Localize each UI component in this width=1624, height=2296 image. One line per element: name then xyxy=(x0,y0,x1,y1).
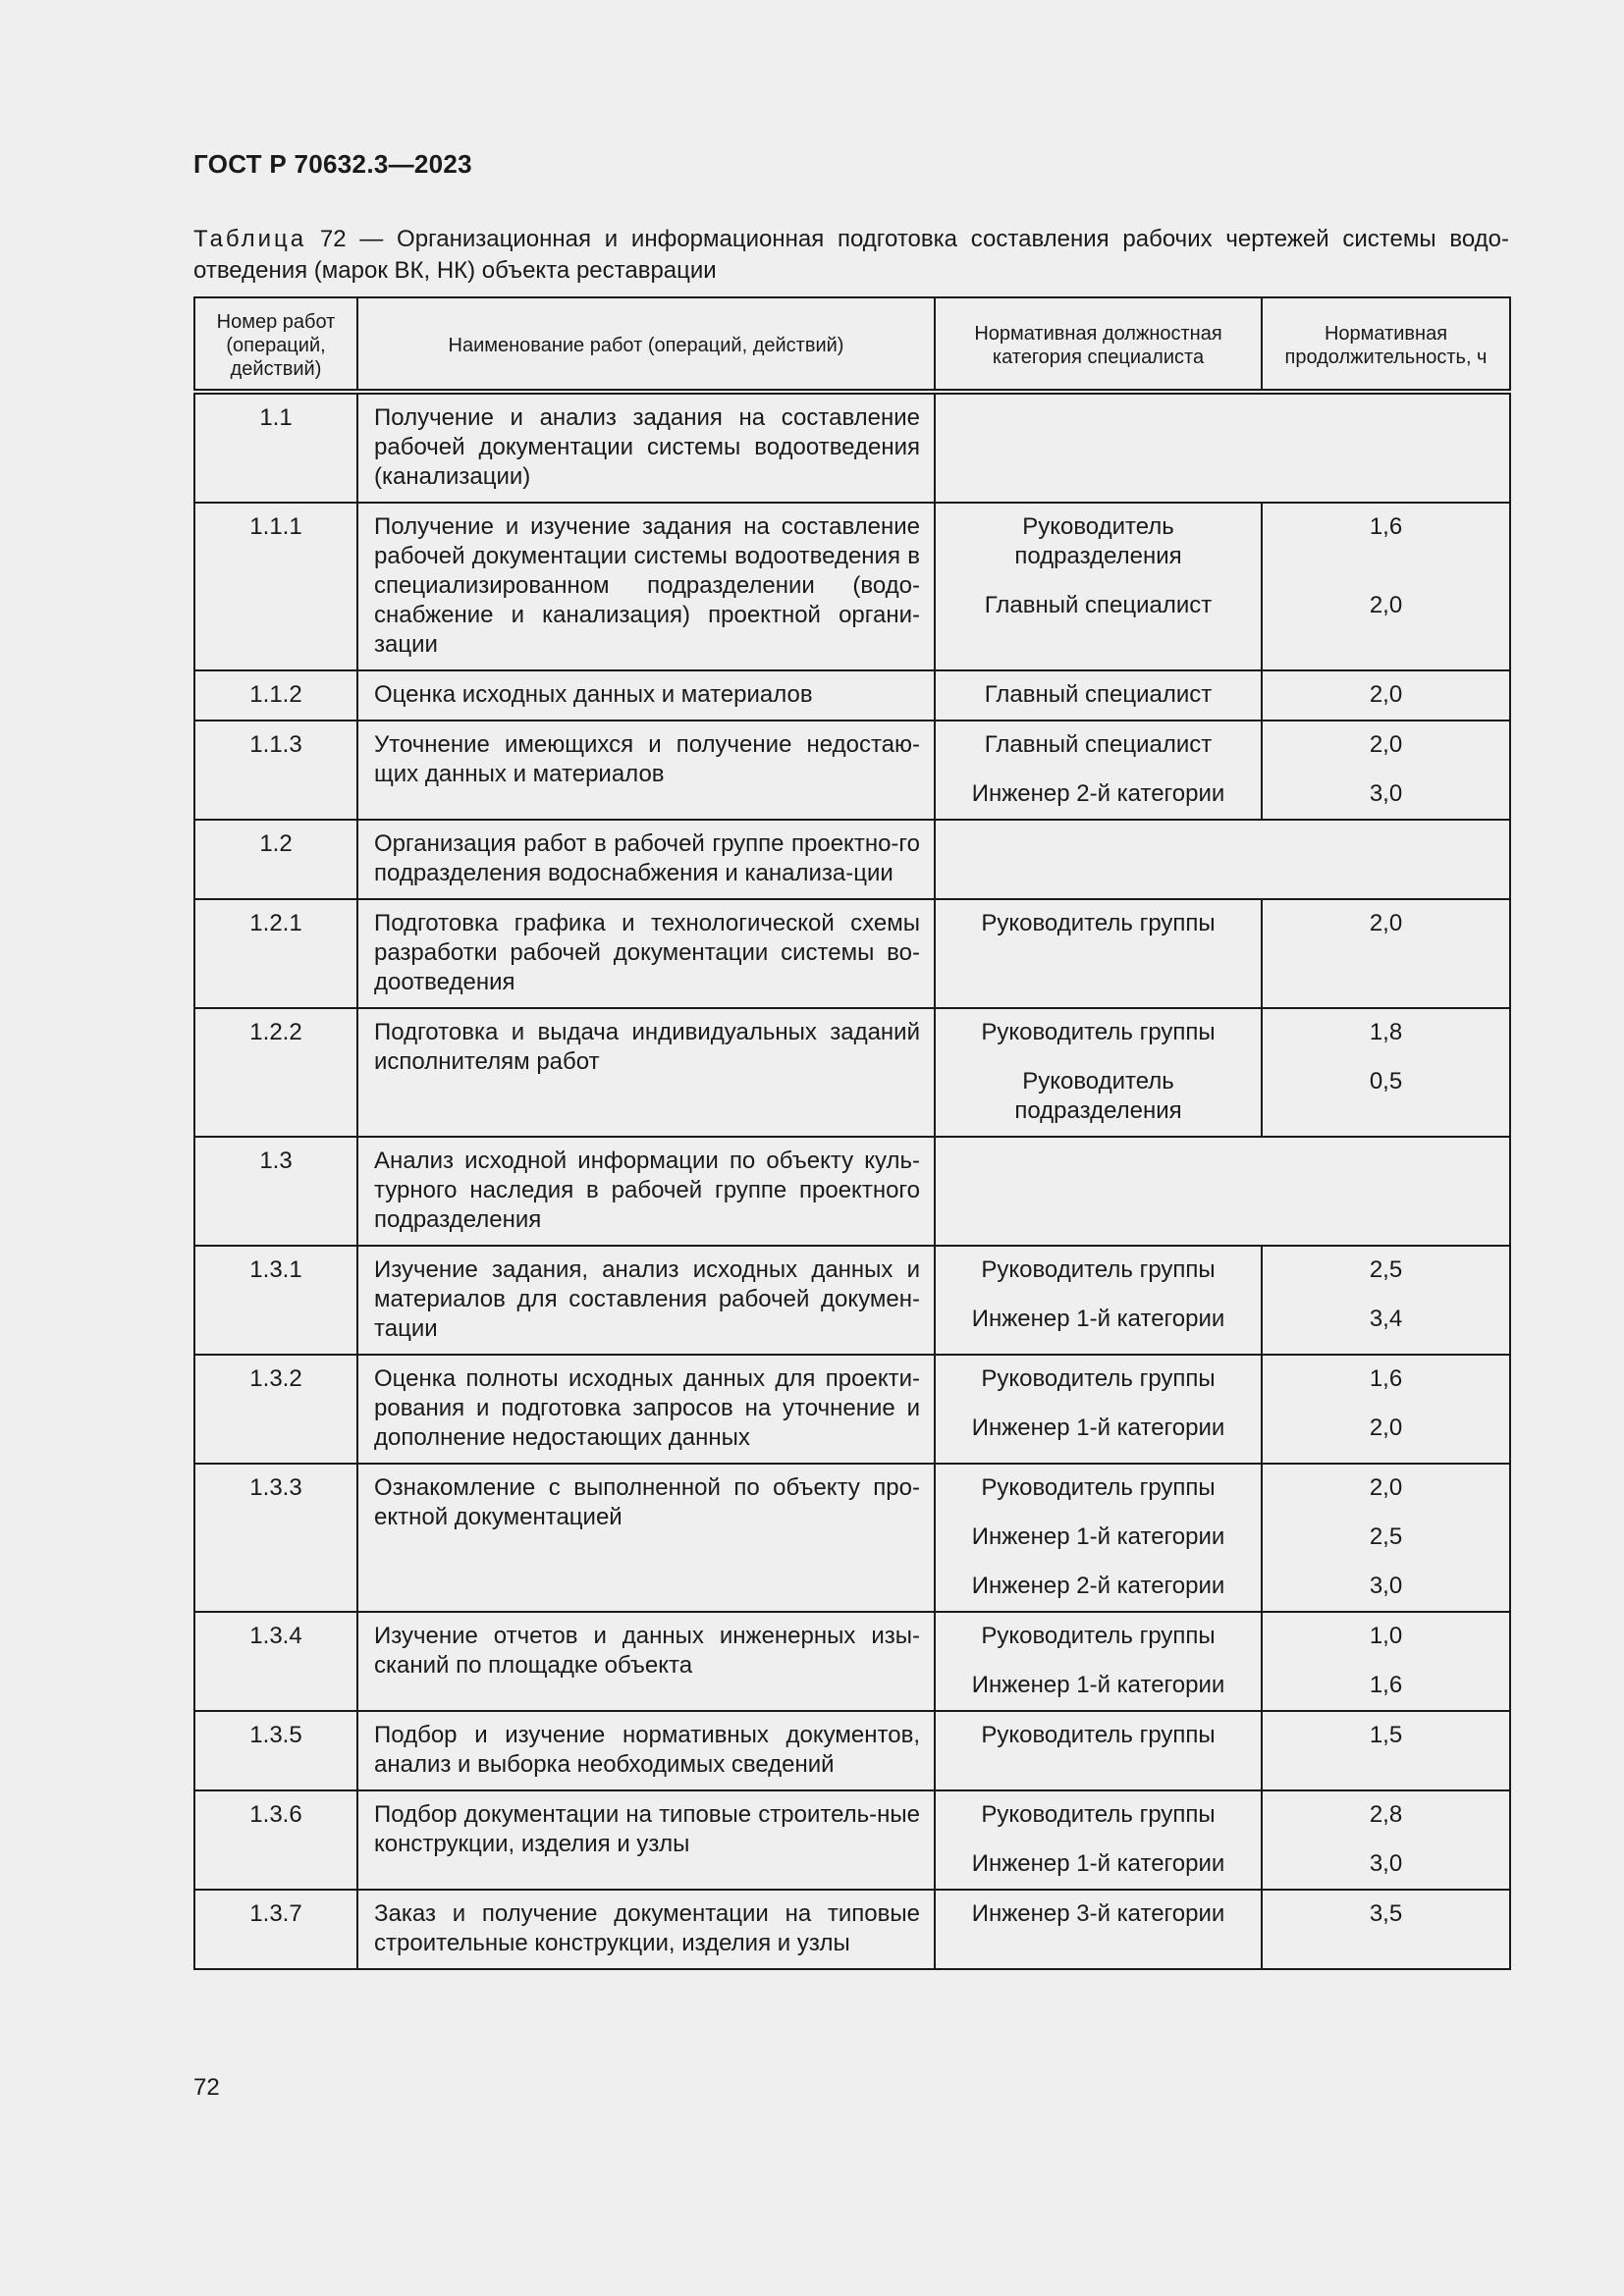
row-number: 1.1.2 xyxy=(194,670,357,721)
row-work-name: Ознакомление с выполненной по объекту про-ектной документацией xyxy=(357,1464,935,1612)
specialist-entry: Руководитель подразделения xyxy=(1014,513,1182,569)
document-standard-id: ГОСТ Р 70632.3—2023 xyxy=(193,149,472,179)
table-row xyxy=(194,1890,1510,1969)
table-row xyxy=(194,721,1510,820)
row-specialists xyxy=(935,670,1262,721)
row-number: 1.3.2 xyxy=(194,1355,357,1464)
row-number: 1.1.3 xyxy=(194,721,357,820)
row-specialists xyxy=(935,1890,1262,1969)
specialist-entry: Главный специалист xyxy=(984,592,1213,618)
specialist-entry: Руководитель группы xyxy=(981,1722,1216,1748)
duration-entry: 1,6 xyxy=(1369,1672,1403,1698)
row-work-name: Оценка полноты исходных данных для проекти-рования и подготовка запросов на уточнение и дополнение недостающих данных xyxy=(357,1355,935,1464)
row-durations xyxy=(1262,503,1510,670)
row-number: 1.3.1 xyxy=(194,1246,357,1355)
row-durations xyxy=(1262,1790,1510,1890)
duration-entry: 1,6 xyxy=(1369,1365,1403,1392)
row-work-name: Уточнение имеющихся и получение недостаю-щих данных и материалов xyxy=(357,721,935,820)
row-number: 1.2.2 xyxy=(194,1008,357,1137)
row-specialists xyxy=(935,1711,1262,1790)
row-specialists xyxy=(935,1355,1262,1464)
header-number: Номер работ (операций, действий) xyxy=(194,297,357,392)
row-empty-cell xyxy=(935,820,1510,899)
duration-entry: 2,0 xyxy=(1369,1474,1403,1501)
specialist-entry: Инженер 1-й категории xyxy=(971,1672,1225,1698)
row-number: 1.2.1 xyxy=(194,899,357,1008)
duration-entry: 3,0 xyxy=(1369,780,1403,807)
specialist-entry: Руководитель группы xyxy=(981,1474,1216,1501)
row-durations xyxy=(1262,899,1510,1008)
row-empty-cell xyxy=(935,1137,1510,1246)
row-durations xyxy=(1262,1246,1510,1355)
row-number: 1.2 xyxy=(194,820,357,899)
row-specialists xyxy=(935,1008,1262,1137)
row-work-name: Изучение отчетов и данных инженерных изы-сканий по площадке объекта xyxy=(357,1612,935,1711)
work-norms-table xyxy=(193,296,1511,1970)
row-number: 1.1.1 xyxy=(194,503,357,670)
duration-entry: 2,8 xyxy=(1369,1801,1403,1828)
duration-entry: 2,5 xyxy=(1369,1523,1403,1550)
specialist-entry: Инженер 1-й категории xyxy=(971,1306,1225,1332)
specialist-entry: Инженер 2-й категории xyxy=(971,1573,1225,1599)
header-specialist: Нормативная должностная категория специалиста xyxy=(935,297,1262,392)
specialist-entry: Инженер 2-й категории xyxy=(971,780,1225,807)
duration-entry: 1,8 xyxy=(1369,1019,1403,1045)
table-row xyxy=(194,670,1510,721)
specialist-entry: Инженер 1-й категории xyxy=(971,1415,1225,1441)
row-work-name: Оценка исходных данных и материалов xyxy=(357,670,935,721)
duration-entry: 1,0 xyxy=(1369,1623,1403,1649)
duration-entry: 3,5 xyxy=(1369,1900,1403,1927)
duration-entry: 1,6 xyxy=(1369,513,1403,540)
row-work-name: Получение и анализ задания на составление рабочей документации системы водоотведения (канализации) xyxy=(357,392,935,503)
table-row xyxy=(194,1790,1510,1890)
specialist-entry: Руководитель группы xyxy=(981,1623,1216,1649)
row-work-name: Подбор документации на типовые строитель-ные конструкции, изделия и узлы xyxy=(357,1790,935,1890)
row-specialists xyxy=(935,899,1262,1008)
row-number: 1.3.4 xyxy=(194,1612,357,1711)
duration-entry: 0,5 xyxy=(1369,1068,1403,1095)
duration-entry: 2,5 xyxy=(1369,1256,1403,1283)
row-work-name: Подбор и изучение нормативных документов, анализ и выборка необходимых сведений xyxy=(357,1711,935,1790)
specialist-entry: Главный специалист xyxy=(984,731,1213,758)
row-number: 1.1 xyxy=(194,392,357,503)
row-specialists xyxy=(935,503,1262,670)
table-caption xyxy=(193,224,1509,287)
specialist-entry: Руководитель группы xyxy=(981,1256,1216,1283)
row-specialists xyxy=(935,721,1262,820)
duration-entry: 3,0 xyxy=(1369,1850,1403,1877)
row-work-name: Подготовка и выдача индивидуальных заданий исполнителям работ xyxy=(357,1008,935,1137)
duration-entry: 3,4 xyxy=(1369,1306,1403,1332)
row-number: 1.3 xyxy=(194,1137,357,1246)
table-section-row xyxy=(194,392,1510,503)
table-row xyxy=(194,1612,1510,1711)
specialist-entry: Главный специалист xyxy=(984,681,1213,708)
row-number: 1.3.6 xyxy=(194,1790,357,1890)
row-durations xyxy=(1262,1890,1510,1969)
row-work-name: Подготовка графика и технологической схемы разработки рабочей документации системы во-доотведения xyxy=(357,899,935,1008)
row-number: 1.3.3 xyxy=(194,1464,357,1612)
duration-entry: 2,0 xyxy=(1369,592,1403,618)
table-row xyxy=(194,899,1510,1008)
table-section-row xyxy=(194,820,1510,899)
row-work-name: Организация работ в рабочей группе проектно-го подразделения водоснабжения и канализа-ции xyxy=(357,820,935,899)
duration-entry: 2,0 xyxy=(1369,681,1403,708)
row-specialists xyxy=(935,1790,1262,1890)
row-number: 1.3.7 xyxy=(194,1890,357,1969)
row-work-name: Анализ исходной информации по объекту куль-турного наследия в рабочей группе проектного подразделения xyxy=(357,1137,935,1246)
row-durations xyxy=(1262,1464,1510,1612)
row-durations xyxy=(1262,721,1510,820)
table-caption-label: Таблица xyxy=(193,226,307,252)
header-name: Наименование работ (операций, действий) xyxy=(357,297,935,392)
row-work-name: Изучение задания, анализ исходных данных и материалов для составления рабочей докумен-тации xyxy=(357,1246,935,1355)
duration-entry: 2,0 xyxy=(1369,1415,1403,1441)
table-section-row xyxy=(194,1137,1510,1246)
specialist-entry: Инженер 1-й категории xyxy=(971,1850,1225,1877)
row-work-name: Заказ и получение документации на типовые строительные конструкции, изделия и узлы xyxy=(357,1890,935,1969)
table-row xyxy=(194,1464,1510,1612)
row-durations xyxy=(1262,1355,1510,1464)
duration-entry: 2,0 xyxy=(1369,731,1403,758)
row-number: 1.3.5 xyxy=(194,1711,357,1790)
row-work-name: Получение и изучение задания на составление рабочей документации системы водоотведения в специализированном подразделении (водо-снабжение и канализация) проектной органи-зации xyxy=(357,503,935,670)
header-duration: Нормативная продолжительность, ч xyxy=(1262,297,1510,392)
table-header-row xyxy=(194,297,1510,392)
specialist-entry: Руководитель группы xyxy=(981,1365,1216,1392)
duration-entry: 1,5 xyxy=(1369,1722,1403,1748)
page-number: 72 xyxy=(193,2074,220,2101)
specialist-entry: Инженер 1-й категории xyxy=(971,1523,1225,1550)
table-caption-text: 72 — Организационная и информационная подготовка составления рабочих чертежей системы водо-отведения (марок ВК, НК) объекта реставрации xyxy=(193,226,1509,284)
table-row xyxy=(194,1246,1510,1355)
table-row xyxy=(194,503,1510,670)
row-durations xyxy=(1262,1711,1510,1790)
table-row xyxy=(194,1355,1510,1464)
row-specialists xyxy=(935,1464,1262,1612)
row-durations xyxy=(1262,1612,1510,1711)
specialist-entry: Руководитель группы xyxy=(981,1019,1216,1045)
row-durations xyxy=(1262,1008,1510,1137)
specialist-entry: Руководитель группы xyxy=(981,1801,1216,1828)
specialist-entry: Инженер 3-й категории xyxy=(971,1900,1225,1927)
specialist-entry: Руководитель группы xyxy=(981,910,1216,936)
duration-entry: 2,0 xyxy=(1369,910,1403,936)
row-empty-cell xyxy=(935,392,1510,503)
specialist-entry: Руководитель подразделения xyxy=(1014,1068,1182,1124)
table-row xyxy=(194,1008,1510,1137)
row-durations xyxy=(1262,670,1510,721)
duration-entry: 3,0 xyxy=(1369,1573,1403,1599)
table-body xyxy=(194,392,1510,1969)
table-row xyxy=(194,1711,1510,1790)
row-specialists xyxy=(935,1612,1262,1711)
row-specialists xyxy=(935,1246,1262,1355)
